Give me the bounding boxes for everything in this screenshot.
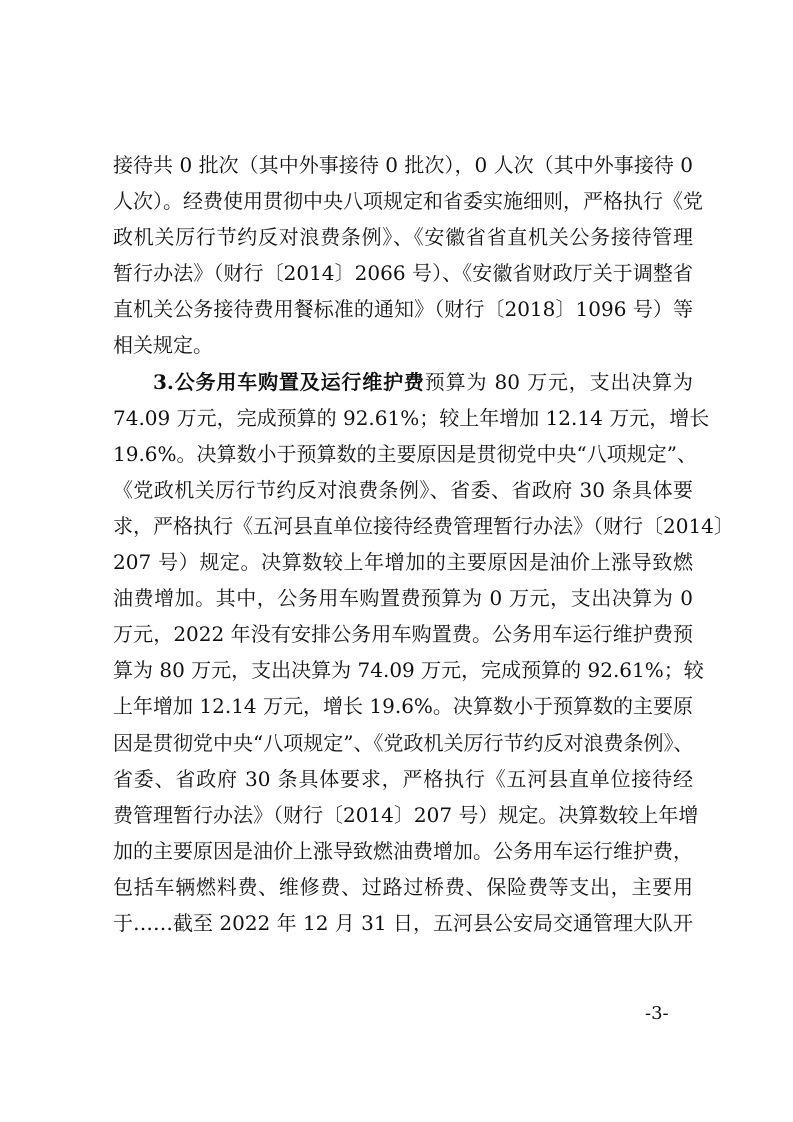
text-line: 费管理暂行办法》（财行〔2014〕207 号）规定。决算数较上年增 bbox=[113, 802, 699, 827]
body-text bbox=[113, 147, 734, 941]
text-line: 油费增加。其中，公务用车购置费预算为 0 万元，支出决算为 0 bbox=[113, 586, 693, 611]
text-line: 政机关厉行节约反对浪费条例》、《安徽省省直机关公务接待管理 bbox=[113, 225, 693, 250]
text-line: 因是贯彻党中央“八项规定”、《党政机关厉行节约反对浪费条例》、 bbox=[113, 730, 694, 755]
text-line: 《党政机关厉行节约反对浪费条例》、省委、省政府 30 条具体要 bbox=[113, 477, 693, 502]
text-line: 74.09 万元，完成预算的 92.61%；较上年增加 12.14 万元，增长 bbox=[113, 405, 710, 430]
text-line: 万元，2022 年没有安排公务用车购置费。公务用车运行维护费预 bbox=[113, 622, 693, 647]
text-line: 207 号）规定。决算数较上年增加的主要原因是油价上涨导致燃 bbox=[113, 550, 693, 575]
text-line: 于……截至 2022 年 12 月 31 日，五河县公安局交通管理大队开 bbox=[113, 910, 693, 935]
text-line: 上年增加 12.14 万元，增长 19.6%。决算数小于预算数的主要原 bbox=[113, 694, 693, 719]
text-line: 暂行办法》（财行〔2014〕2066 号）、《安徽省财政厅关于调整省 bbox=[113, 261, 693, 286]
section-3-heading: 3.公务用车购置及运行维护费 bbox=[153, 369, 425, 394]
text-line: 省委、省政府 30 条具体要求，严格执行《五河县直单位接待经 bbox=[113, 766, 693, 791]
page-number: -3- bbox=[645, 1003, 669, 1024]
section-3-first-line-text: 预算为 80 万元，支出决算为 bbox=[424, 369, 693, 394]
text-line: 接待共 0 批次（其中外事接待 0 批次），0 人次（其中外事接待 0 bbox=[113, 153, 693, 177]
text-line: 算为 80 万元，支出决算为 74.09 万元，完成预算的 92.61%；较 bbox=[113, 658, 704, 683]
text-line: 19.6%。决算数小于预算数的主要原因是贯彻党中央“八项规定”、 bbox=[113, 441, 697, 466]
section-3-first-line bbox=[113, 364, 693, 400]
text-line: 直机关公务接待费用餐标准的通知》（财行〔2018〕1096 号）等 bbox=[113, 297, 693, 322]
text-line: 包括车辆燃料费、维修费、过路过桥费、保险费等支出，主要用 bbox=[113, 874, 693, 899]
text-line: 求，严格执行《五河县直单位接待经费管理暂行办法》（财行〔2014〕 bbox=[113, 513, 734, 538]
text-line: 相关规定。 bbox=[113, 333, 213, 358]
text-line: 人次）。经费使用贯彻中央八项规定和省委实施细则，严格执行《党 bbox=[113, 189, 703, 214]
text-line: 加的主要原因是油价上涨导致燃油费增加。公务用车运行维护费， bbox=[113, 838, 693, 863]
